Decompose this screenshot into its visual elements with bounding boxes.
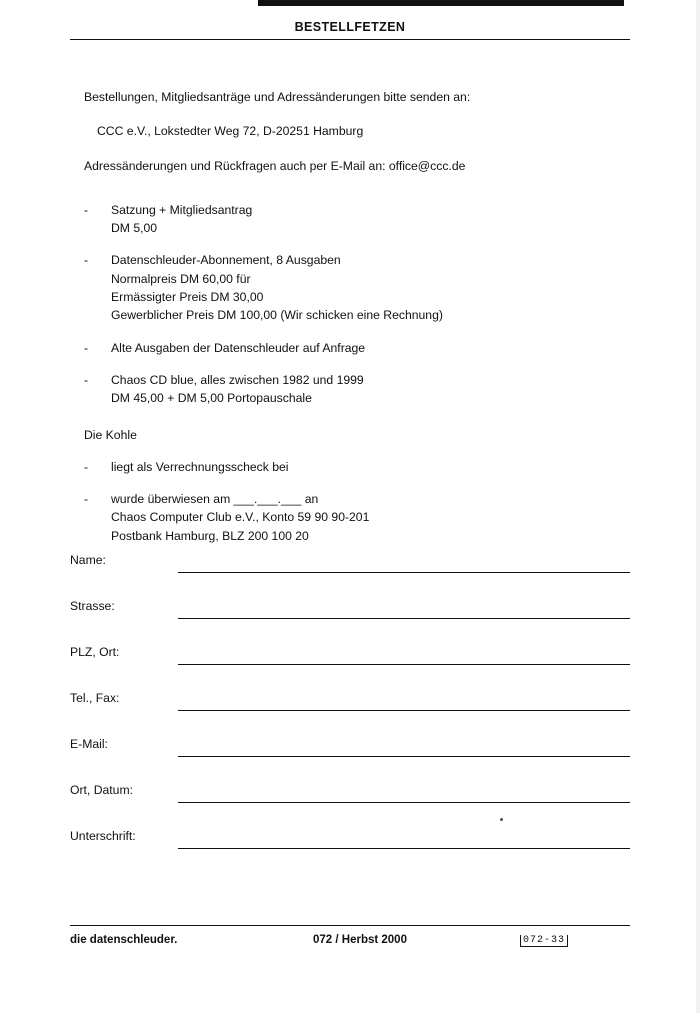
scan-artifact-dot — [500, 818, 503, 821]
list-item — [84, 251, 624, 324]
form-label: Name: — [70, 553, 106, 567]
footer-issue: 072 / Herbst 2000 — [313, 934, 407, 946]
form-row-tel-fax — [70, 688, 630, 734]
form-row-name — [70, 550, 630, 596]
list-item-line: Ermässigter Preis DM 30,00 — [111, 290, 264, 305]
order-items-list — [84, 201, 624, 408]
footer-divider — [70, 925, 630, 926]
dash-marker: - — [84, 340, 89, 355]
footer-content — [70, 930, 630, 970]
document-body — [84, 88, 624, 559]
list-item-line: wurde überwiesen am ___.___.___ an — [111, 492, 319, 507]
intro-send-to: Bestellungen, Mitgliedsanträge und Adressänderungen bitte senden an: — [84, 90, 471, 104]
page-footer — [70, 925, 630, 970]
header-divider — [70, 39, 630, 40]
form-label: Strasse: — [70, 599, 115, 613]
scan-artifact-top-bar — [258, 0, 624, 6]
payment-items-list — [84, 458, 624, 545]
list-item — [84, 201, 624, 238]
list-item-line: Chaos Computer Club e.V., Konto 59 90 90-201 — [111, 510, 370, 525]
form-label: PLZ, Ort: — [70, 645, 120, 659]
unterschrift-field[interactable] — [178, 848, 630, 849]
list-item-line: liegt als Verrechnungsscheck bei — [111, 459, 289, 474]
form-row-plz-ort — [70, 642, 630, 688]
footer-publication-name: die datenschleuder. — [70, 934, 178, 946]
dash-marker: - — [84, 492, 89, 507]
form-label: E-Mail: — [70, 737, 108, 751]
list-item-line: Gewerblicher Preis DM 100,00 (Wir schicken eine Rechnung) — [111, 308, 443, 323]
page-title: BESTELLFETZEN — [294, 20, 406, 34]
intro-email-line: Adressänderungen und Rückfragen auch per E-Mail an: office@ccc.de — [84, 158, 466, 173]
email-field[interactable] — [178, 756, 630, 757]
list-item-line: Satzung + Mitgliedsantrag — [111, 202, 253, 217]
dash-marker: - — [84, 202, 89, 217]
list-item-line: Alte Ausgaben der Datenschleuder auf Anfrage — [111, 340, 366, 355]
tel-fax-field[interactable] — [178, 710, 630, 711]
page-header — [70, 20, 630, 40]
barcode — [520, 929, 630, 947]
dash-marker: - — [84, 459, 89, 474]
list-item-line: Normalpreis DM 60,00 für — [111, 271, 251, 286]
form-row-unterschrift — [70, 826, 630, 872]
dash-marker: - — [84, 372, 89, 387]
list-item — [84, 458, 624, 476]
form-label: Ort, Datum: — [70, 783, 133, 797]
form-row-strasse — [70, 596, 630, 642]
payment-heading: Die Kohle — [84, 427, 137, 442]
name-field[interactable] — [178, 572, 630, 573]
ort-datum-field[interactable] — [178, 802, 630, 803]
list-item-line: Datenschleuder-Abonnement, 8 Ausgaben — [111, 253, 341, 268]
form-label: Unterschrift: — [70, 829, 136, 843]
intro-address: CCC e.V., Lokstedter Weg 72, D-20251 Hamburg — [97, 124, 364, 139]
order-form — [70, 550, 630, 872]
list-item-line: Chaos CD blue, alles zwischen 1982 und 1999 — [111, 372, 364, 387]
scan-artifact-right-edge — [696, 0, 700, 1013]
barcode-label: 072-33 — [520, 935, 568, 947]
form-row-email — [70, 734, 630, 780]
list-item — [84, 339, 624, 357]
list-item-line: DM 5,00 — [111, 221, 158, 236]
plz-ort-field[interactable] — [178, 664, 630, 665]
list-item-line: Postbank Hamburg, BLZ 200 100 20 — [111, 528, 309, 543]
form-label: Tel., Fax: — [70, 691, 120, 705]
list-item-line: DM 45,00 + DM 5,00 Portopauschale — [111, 391, 312, 406]
list-item — [84, 371, 624, 408]
strasse-field[interactable] — [178, 618, 630, 619]
list-item — [84, 490, 624, 545]
form-row-ort-datum — [70, 780, 630, 826]
dash-marker: - — [84, 253, 89, 268]
